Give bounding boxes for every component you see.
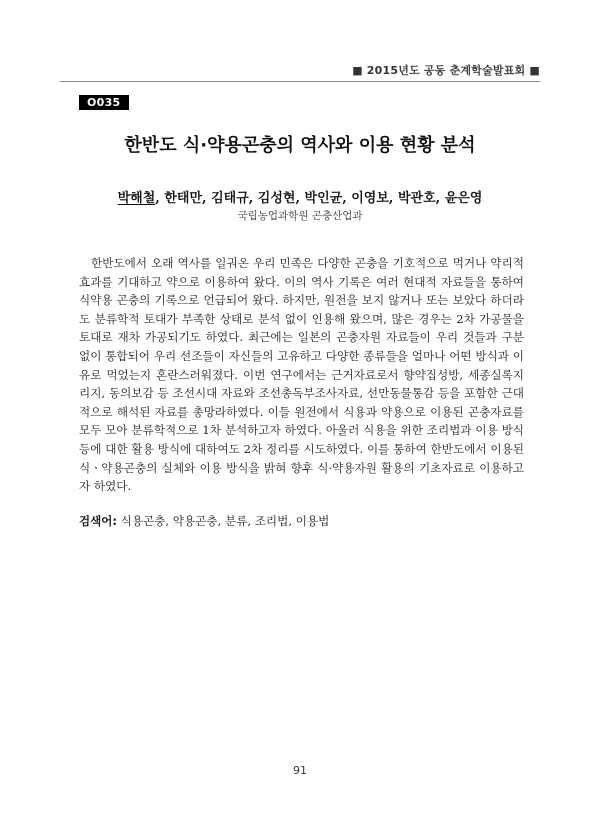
abstract-body: 한반도에서 오래 역사를 일궈온 우리 민족은 다양한 곤충을 기호적으로 먹거나 약리적 효과를 기대하고 약으로 이용하여 왔다. 이의 역사 기록은 여러 현대적 자료들을 통하여 식약용 곤충의 기록으로 언급되어 왔다. 하지만, 원전을 보지 않거나 또는 보았다 하더라도 분류학적 토대가 부족한 상태로 분석 없이 인용해 왔으며, 많은 경우는 2차 가공물을 토대로 재차 가공되기도 하였다. 최근에는 일본의 곤충자원 자료들이 우리 것들과 구분 없이 통합되어 우리 선조들이 자신들의 고유하고 다양한 종류들을 얼마나 어떤 방식과 이유로 먹었는지 혼란스러워졌다. 이번 연구에서는 근거자료로서 향약집성방, 세종실록지리지, 동의보감 등 조선시대 자료와 조선총독부조사자료, 선만동물통감 등을 포함한 근대적으로 해석된 자료를 총망라하였다. 이들 원전에서 식용과 약용으로 이용된 곤충자료를 모두 모아 분류학적으로 1차 분석하고자 하였다. 아울러 식용을 위한 조리법과 이용 방식 등에 대한 활용 방식에 대하여도 2차 정리를 시도하였다. 이를 통하여 한반도에서 이용된 식ㆍ약용곤충의 실체와 이용 방식을 밝혀 향후 식·약용자원 활용의 기초자료로 이용하고자 하였다. — [79, 256, 524, 494]
keywords-text: 식용곤충, 약용곤충, 분류, 조리법, 이용법 — [116, 514, 330, 528]
abstract-code-badge: O035 — [79, 95, 129, 110]
running-header: ■ 2015년도 공동 춘계학술발표회 ■ — [352, 64, 540, 77]
page-number: 91 — [293, 764, 307, 777]
presenting-author: 박해철 — [117, 191, 156, 206]
paper-title: 한반도 식·약용곤충의 역사와 이용 현황 분석 — [124, 135, 476, 156]
header-divider — [60, 81, 540, 82]
affiliation: 국립농업과학원 곤충산업과 — [237, 210, 363, 222]
author-list — [0, 187, 600, 206]
keywords-label: 검색어: — [79, 514, 117, 528]
co-authors: , 한태만, 김태규, 김성현, 박인균, 이영보, 박관호, 윤은영 — [155, 191, 483, 206]
keywords — [79, 512, 524, 530]
